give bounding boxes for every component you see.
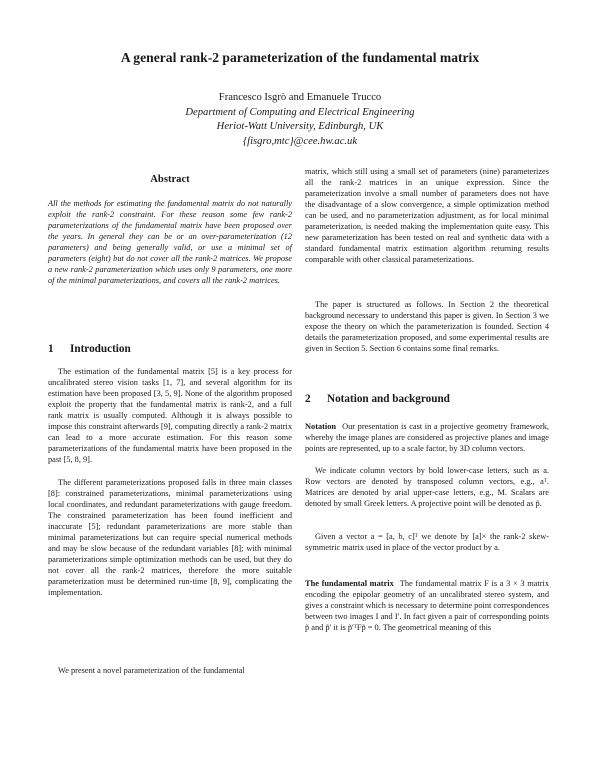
notation-text: Our presentation is cast in a projective geometry framework, whereby the image planes are considered as projective planes and image points are represented, up to a scale factor, by 3D column vectors. (305, 422, 549, 454)
section-number: 2 (305, 393, 311, 405)
skew-matrix-paragraph: Given a vector a = [a, b, c]ᵀ we denote by [a]× the rank-2 skew-symmetric matrix used in place of the vector product by a. (305, 532, 549, 553)
notation-lead: Notation (305, 422, 337, 431)
section-heading-notation (305, 393, 450, 405)
section-title: Notation and background (327, 393, 450, 405)
section-title: Introduction (70, 343, 131, 355)
author-email: {fisgro,mtc}@cee.hw.ac.uk (242, 135, 358, 147)
paper-title: A general rank-2 parameterization of the fundamental matrix (120, 50, 480, 65)
author-names: Francesco Isgrò and Emanuele Trucco (218, 92, 382, 103)
structure-paragraph: The paper is structured as follows. In Section 2 the theoretical background necessary to understand this paper is given. In Section 3 we expose the theory on which the parameterization is founded. Section 4 details the parameterization proposed, and some experimental results are given in Section 5. Section 6 contains some final remarks. (305, 300, 549, 354)
fundamental-matrix-text: The fundamental matrix F is a 3 × 3 matrix encoding the epipolar geometry of an uncalibrated stereo system, and gives a constraint which is necessary to determine point correspondences between two images I and I′. In fact given a pair of corresponding points p̃ and p̃′ it is p̃′ᵀFp̃ = 0. The geometrical meaning of this (305, 579, 550, 633)
author-department: Department of Computing and Electrical Engineering (185, 106, 415, 118)
intro-paragraph-1: The estimation of the fundamental matrix [5] is a key process for uncalibrated stereo vision tasks [1, 7], and several algorithm for its estimation have been proposed [3, 5, 9]. None of the algorithm proposed exploit the property that the fundamental matrix is rank-2, and a full rank matrix is usually computed. Although it is always possible to impose this constraint afterwards [9], computing directly a rank-2 matrix can lead to a more accurate estimation. For this reason some parameterizations of the fundamental matrix have been proposed in the past [5, 8, 9]. (48, 367, 292, 465)
section-number: 1 (48, 343, 54, 355)
notation-conventions-paragraph: We indicate column vectors by bold lower-case letters, such as a. Row vectors are denoted by transposed column vectors, e.g., aᵀ. Matrices are denoted by arial upper-case letters, e.g., M. Scalars are denoted by small Greek letters. A projective point will be denoted as p̃. (305, 466, 549, 509)
abstract-heading: Abstract (150, 174, 190, 185)
fundamental-matrix-paragraph (305, 578, 549, 633)
abstract-text: All the methods for estimating the fundamental matrix do not naturally exploit the rank-2 constraint. For these reason some few rank-2 parameterizations of the fundamental matrix have been proposed over the years. In general they can be or an over-parameterization (12 parameters) and being generally valid, or use a minimal set of parameters (eight) but do not cover all the rank-2 matrices. We propose a new rank-2 parameterization which uses only 9 parameters, one more of the minimal parameterizations, and covers all the rank-2 matrices. (48, 199, 292, 286)
author-block (0, 91, 600, 149)
intro-paragraph-2: The different parameterizations proposed falls in three main classes [8]: constrained parameterizations, minimal parameterizations using local coordinates, and redundant parameterizations with gauge freedom. The constrained parameterization has been found inefficient and inaccurate [5]; redundant parameterizations are more stable than minimal parameterizations but can require special numerical methods and may be slow because of the redundant variables [8]; with minimal parameterizations simple optimization methods can be used, but they do not cover all the rank-2 matrices, therefore the more suitable parameterization must be determined run-time [8, 9], complicating the implementation. (48, 478, 292, 598)
fundamental-matrix-lead: The fundamental matrix (305, 579, 394, 588)
notation-paragraph (305, 421, 549, 454)
author-university: Heriot-Watt University, Edinburgh, UK (216, 121, 384, 133)
intro-paragraph-3: We present a novel parameterization of the fundamental (58, 666, 245, 675)
intro-continued-paragraph: matrix, which still using a small set of parameters (nine) parameterizes all the rank-2 matrices in an unique expression. Since the parameterization involve a small number of parameters does not have the disadvantage of a slow convergence, a simple optimization method can be used, and no parameterization adjustment, as for local minimal parameterization, is needed making the implementation quite easy. This new parameterization has been tested on real and synthetic data with a standard fundamental matrix estimation algorithm returning results comparable with other classical parameterizations. (305, 167, 549, 265)
section-heading-introduction (48, 343, 131, 355)
